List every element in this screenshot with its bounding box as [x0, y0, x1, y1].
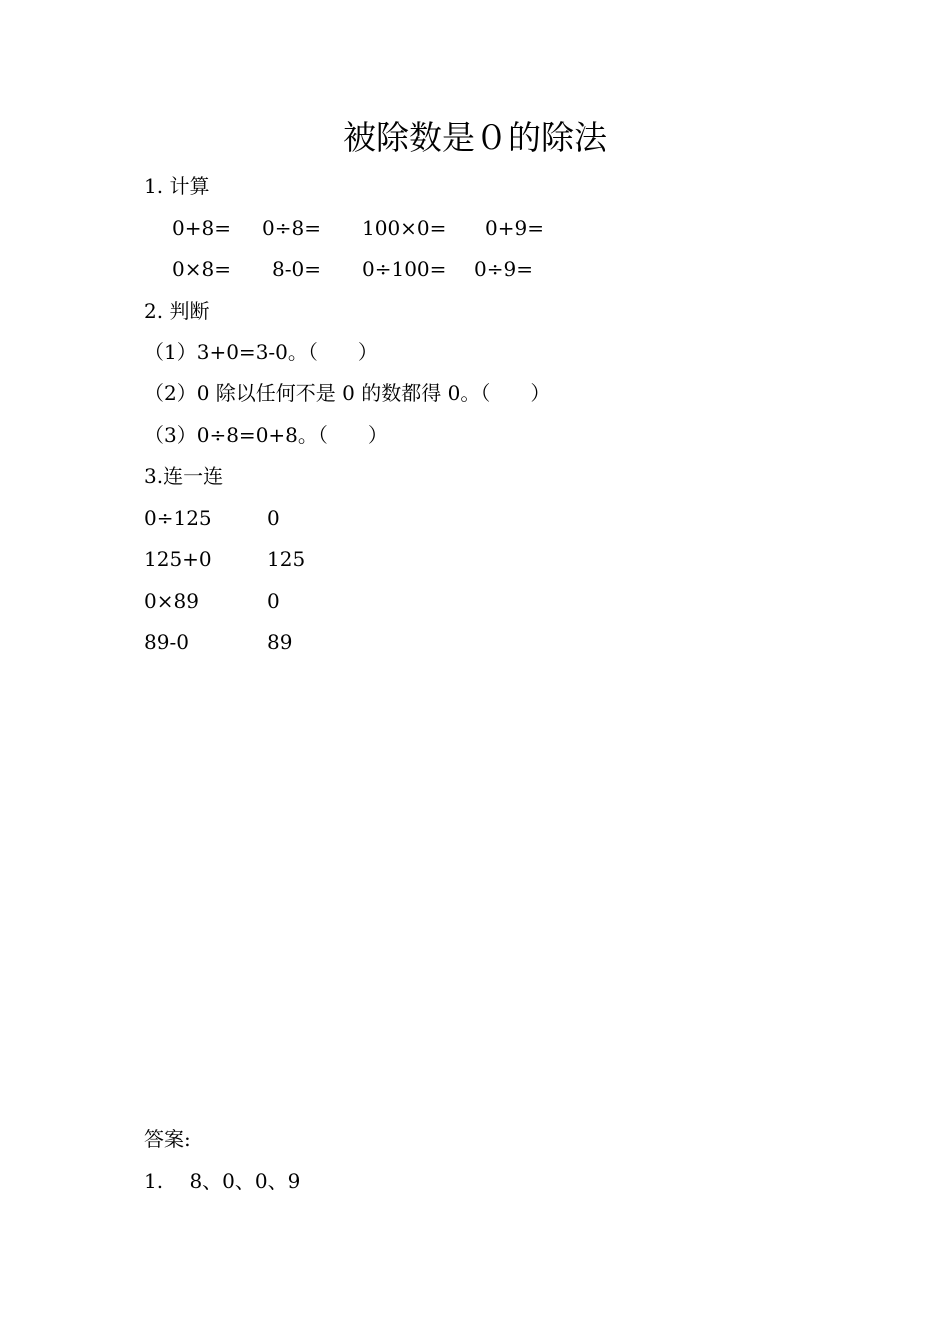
q1-expr: 0÷100= — [362, 257, 447, 281]
q1-expr: 0×8= — [172, 257, 231, 281]
q1-expr: 0+9= — [485, 216, 544, 240]
q1-expr: 0÷8= — [262, 216, 321, 240]
q3-right-value: 89 — [267, 630, 293, 654]
q1-expr: 0÷9= — [474, 257, 533, 281]
page-title: 被除数是０的除法 — [343, 118, 607, 157]
q3-left-expr: 125+0 — [144, 547, 212, 571]
q2-item: （3）0÷8=0+8。（ ） — [144, 423, 388, 447]
answers-line: 1. 8、0、0、9 — [144, 1169, 301, 1193]
q3-heading: 3.连一连 — [144, 464, 224, 488]
q1-expr: 0+8= — [172, 216, 231, 240]
q1-expr: 8-0= — [272, 257, 321, 281]
q2-item: （1）3+0=3-0。（ ） — [144, 340, 378, 364]
answers-heading: 答案: — [144, 1127, 191, 1151]
q3-left-expr: 0÷125 — [144, 506, 212, 530]
q3-right-value: 0 — [267, 506, 280, 530]
q2-heading: 2. 判断 — [144, 299, 210, 323]
q3-left-expr: 89-0 — [144, 630, 189, 654]
q2-item: （2）0 除以任何不是 0 的数都得 0。（ ） — [144, 381, 551, 405]
q3-right-value: 0 — [267, 589, 280, 613]
q3-right-value: 125 — [267, 547, 306, 571]
q3-left-expr: 0×89 — [144, 589, 199, 613]
q1-expr: 100×0= — [362, 216, 447, 240]
q1-heading: 1. 计算 — [144, 174, 210, 198]
